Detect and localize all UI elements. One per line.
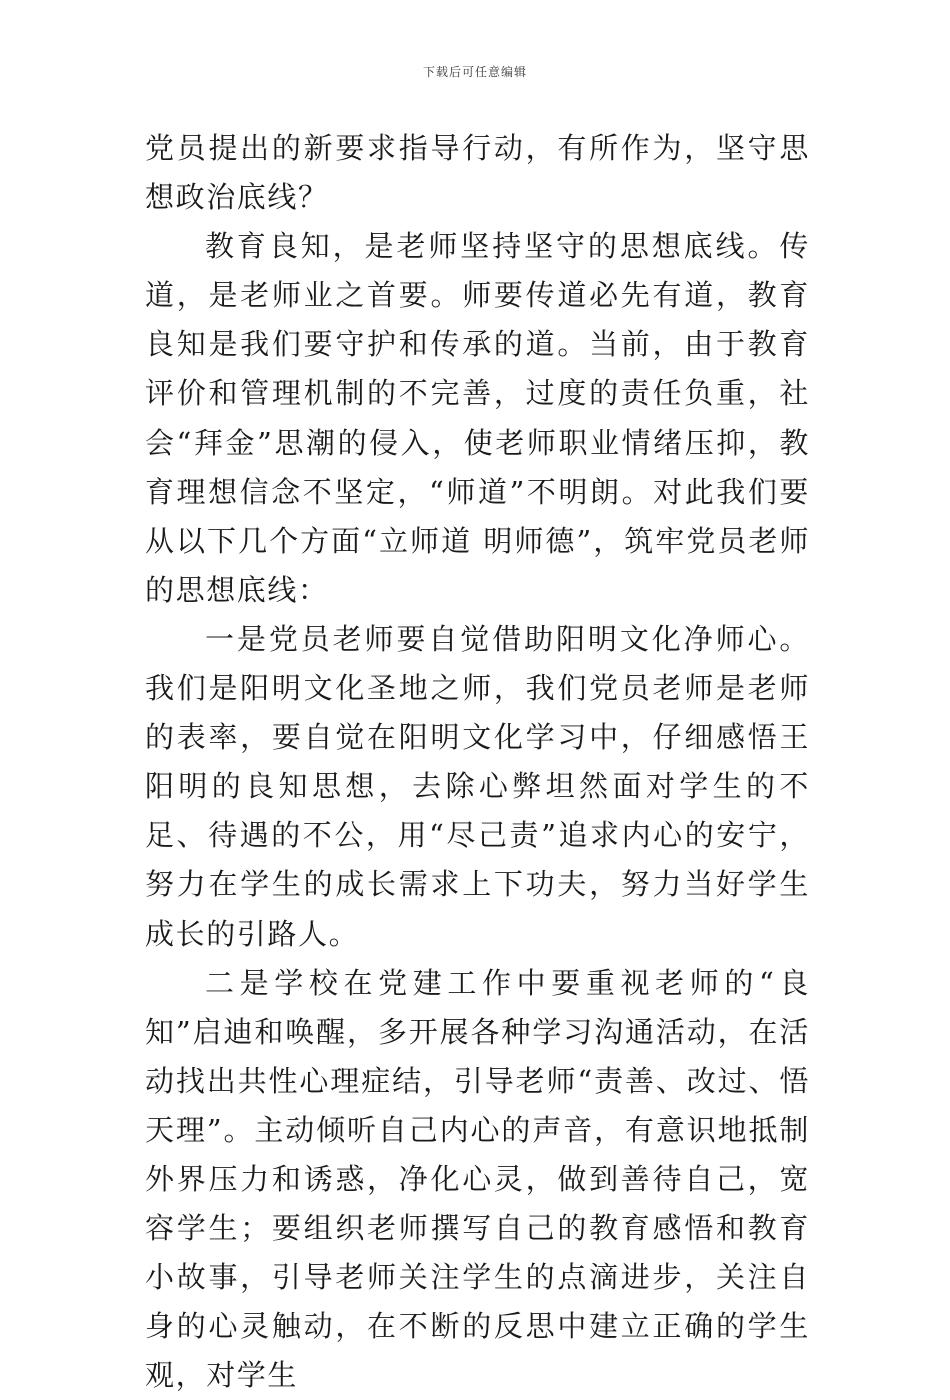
- paragraph-point-two: 二是学校在党建工作中要重视老师的“良知”启迪和唤醒，多开展各种学习沟通活动，在活动找出共性心理症结，引导老师“责善、改过、悟天理”。主动倾听自己内心的声音，有意识地抵制外界压力和诱惑，净化心灵，做到善待自己，宽容学生；要组织老师撰写自己的教育感悟和教育小故事，引导老师关注学生的点滴进步，关注自身的心灵触动，在不断的反思中建立正确的学生观，对学生: [145, 965, 810, 1393]
- paragraph-point-one: 一是党员老师要自觉借助阳明文化净师心。我们是阳明文化圣地之师，我们党员老师是老师的表率，要自觉在阳明文化学习中，仔细感悟王阳明的良知思想，去除心弊坦然面对学生的不足、待遇的不公，用“尽己责”追求内心的安宁，努力在学生的成长需求上下功夫，努力当好学生成长的引路人。: [145, 621, 810, 951]
- paragraph-education-conscience: 教育良知，是老师坚持坚守的思想底线。传道，是老师业之首要。师要传道必先有道，教育良知是我们要守护和传承的道。当前，由于教育评价和管理机制的不完善，过度的责任负重，社会“拜金”思潮的侵入，使老师职业情绪压抑，教育理想信念不坚定，“师道”不明朗。对此我们要从以下几个方面“立师道 明师德”，筑牢党员老师的思想底线：: [145, 229, 810, 607]
- document-body: [145, 124, 810, 1400]
- page-header: 下载后可任意编辑: [422, 65, 527, 79]
- paragraph-continuation: 党员提出的新要求指导行动，有所作为，坚守思想政治底线？: [145, 131, 810, 215]
